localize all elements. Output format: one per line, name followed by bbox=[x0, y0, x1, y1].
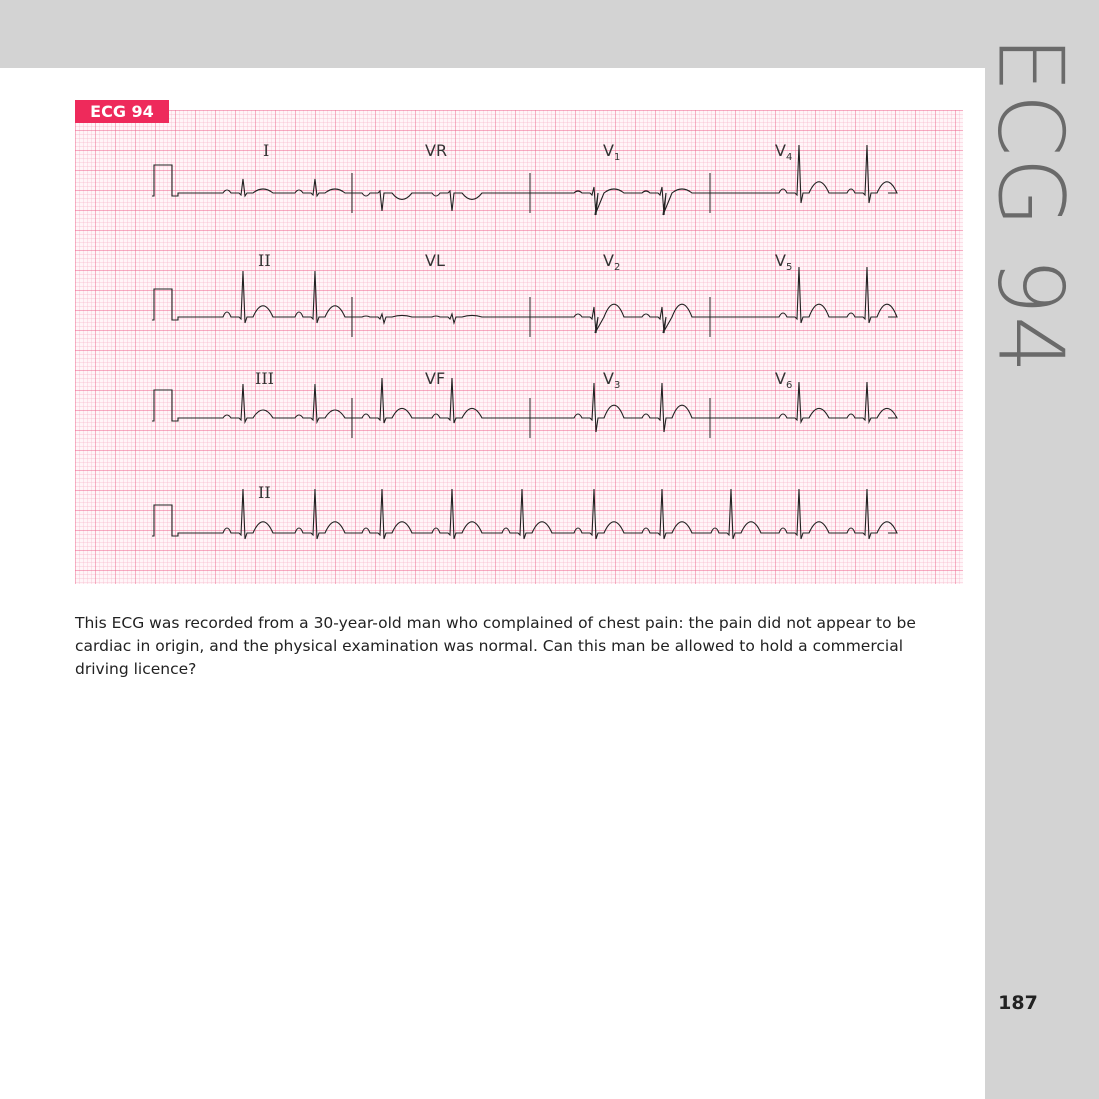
lead-label-v2: $V_2$ bbox=[603, 251, 621, 273]
lead-label-ii_rhythm: II bbox=[258, 483, 271, 502]
ecg-badge: ECG 94 bbox=[75, 100, 169, 123]
lead-label-ii: II bbox=[258, 251, 271, 270]
lead-label-v3: $V_3$ bbox=[603, 369, 621, 391]
lead-label-i: I bbox=[263, 141, 270, 160]
lead-label-iii: III bbox=[255, 369, 274, 388]
side-title: ECG 94 bbox=[977, 35, 1083, 375]
lead-label-v5: $V_5$ bbox=[775, 251, 793, 273]
lead-label-vr: VR bbox=[425, 141, 448, 160]
page-number: 187 bbox=[998, 992, 1038, 1014]
case-question: This ECG was recorded from a 30-year-old man who complained of chest pain: the pain did not appear to be cardiac in origin, and the physical examination was normal. Can this man be allowed to hold a commercial driving licence? bbox=[75, 614, 916, 678]
lead-label-vl: VL bbox=[425, 251, 445, 270]
lead-label-v4: $V_4$ bbox=[775, 141, 793, 163]
lead-label-vf: VF bbox=[425, 369, 446, 388]
ecg-grid-major-lines bbox=[75, 110, 963, 584]
lead-label-v1: $V_1$ bbox=[603, 141, 621, 163]
lead-label-v6: $V_6$ bbox=[775, 369, 793, 391]
